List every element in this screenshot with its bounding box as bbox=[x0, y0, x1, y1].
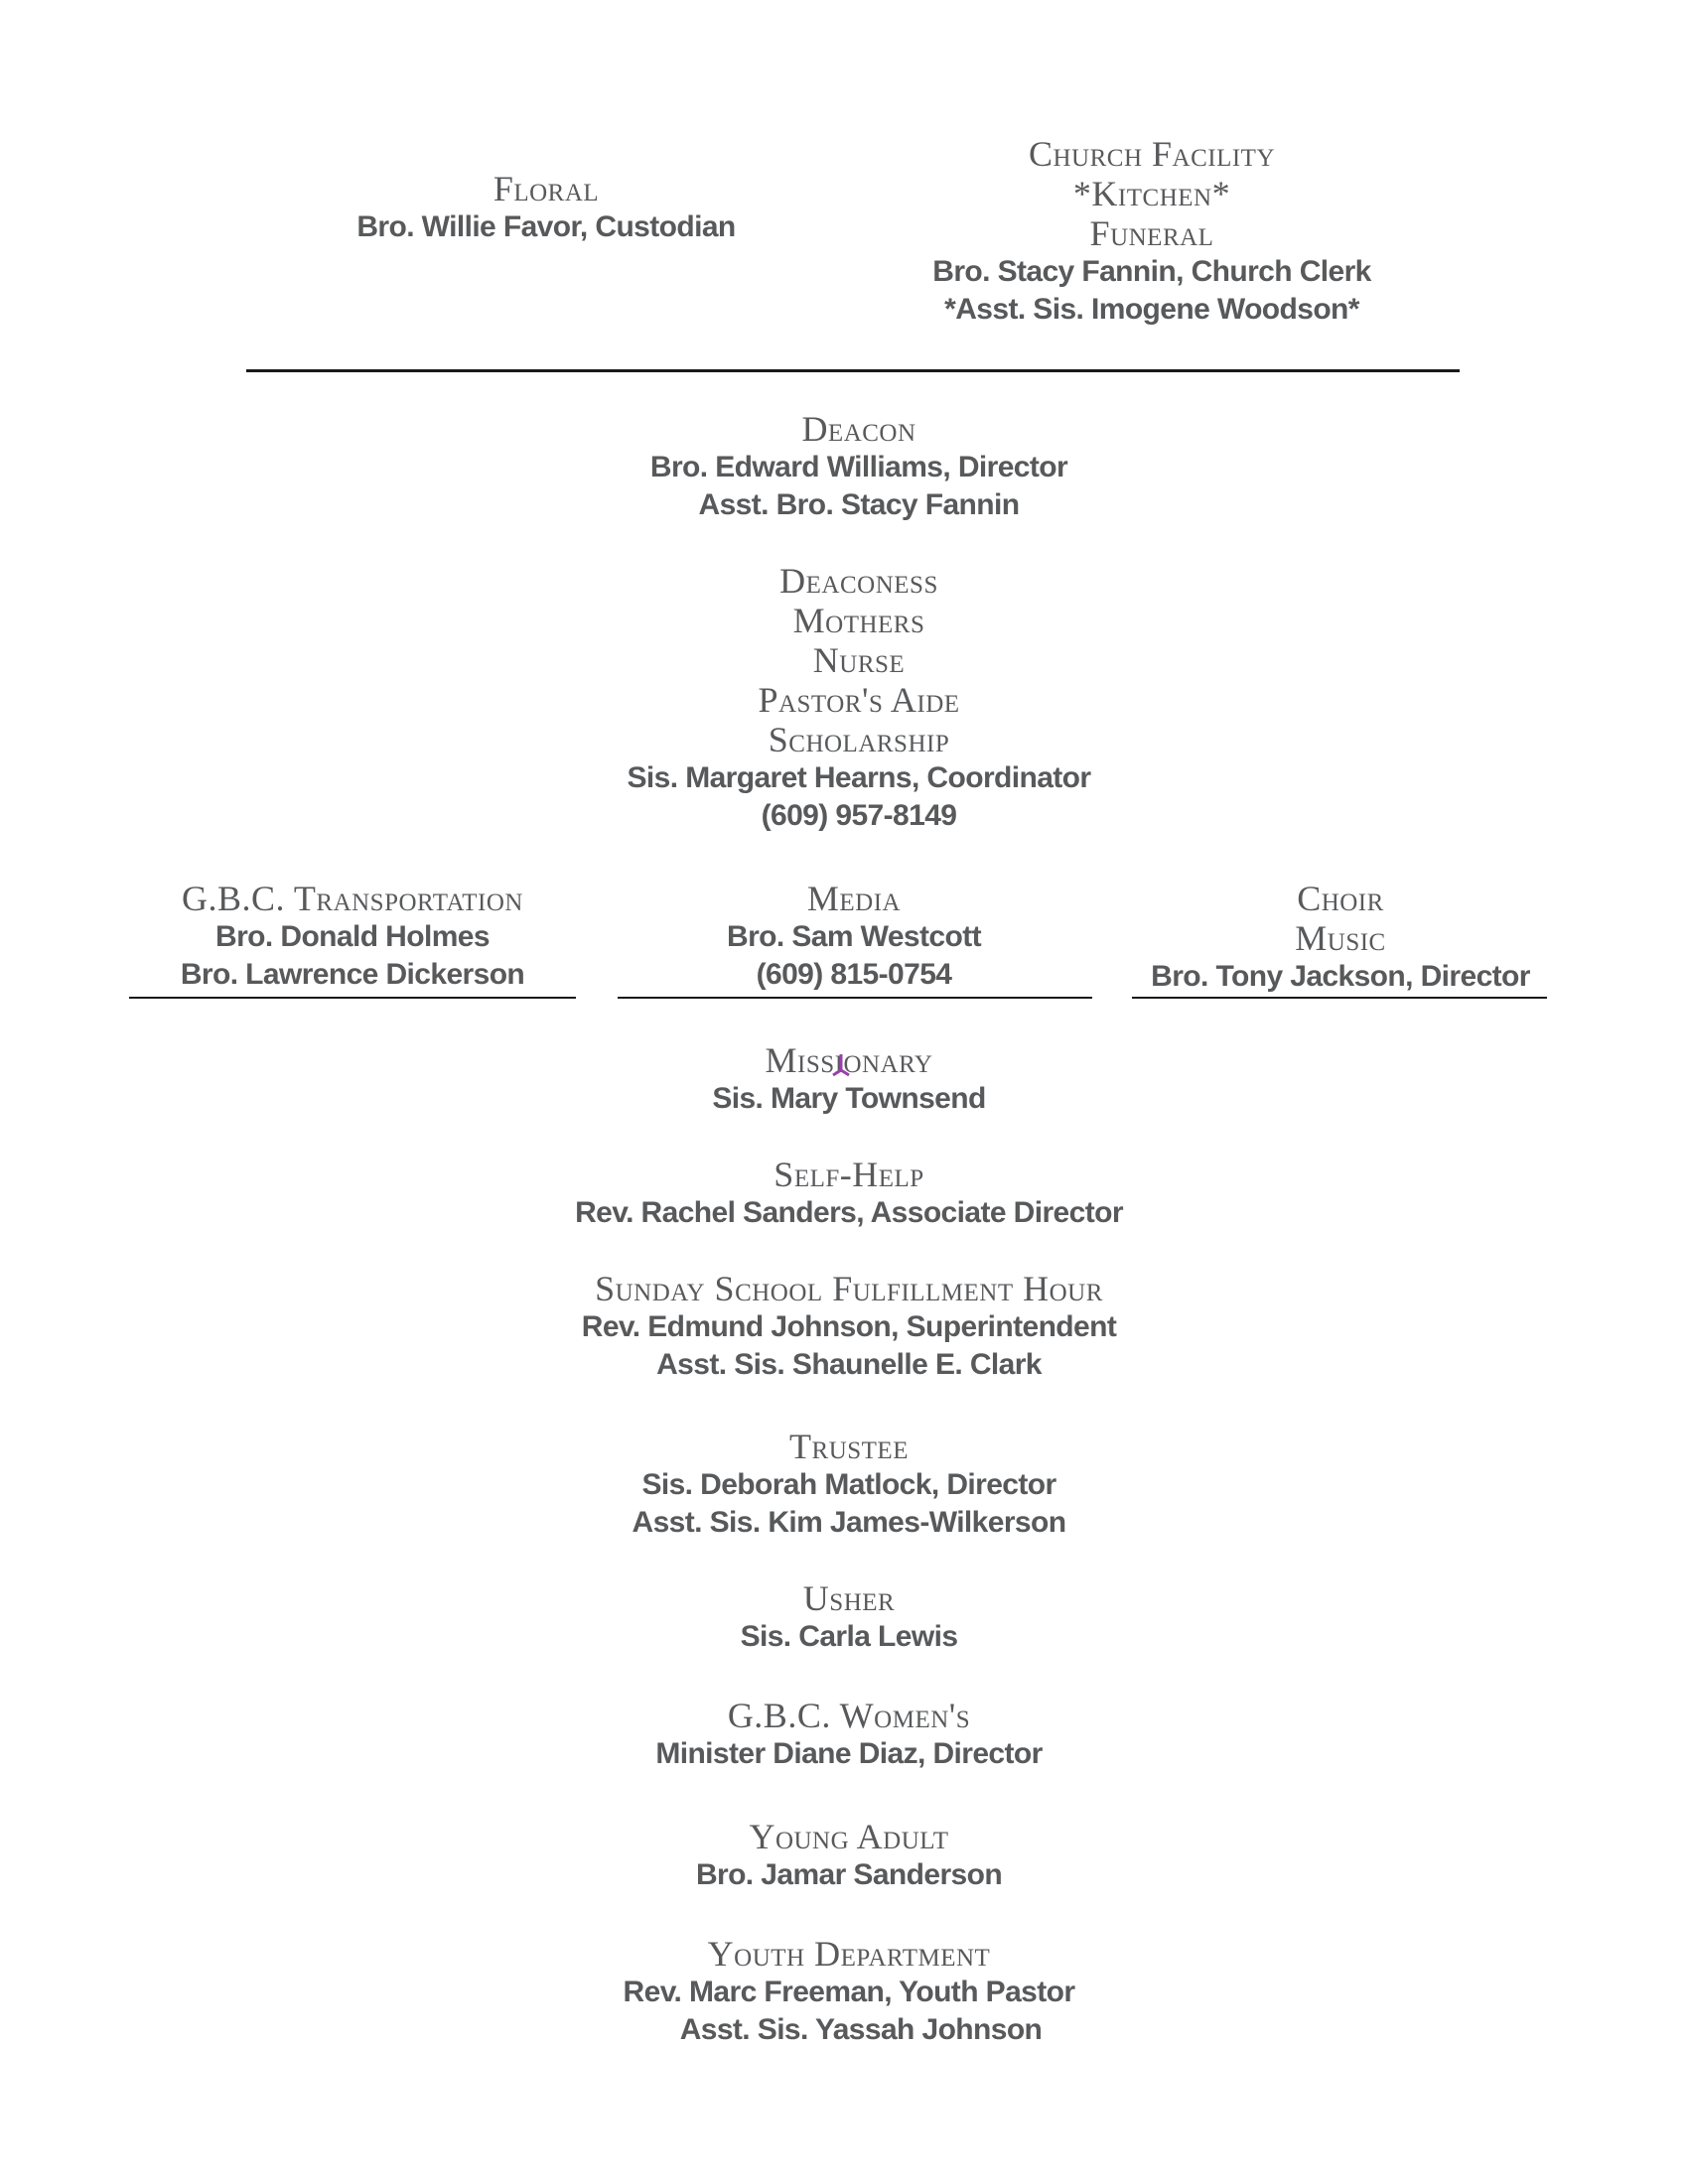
contact-line: Asst. Sis. Kim James-Wilkerson bbox=[632, 1506, 1066, 1539]
media-section bbox=[616, 879, 1092, 994]
section-title: Music bbox=[1295, 918, 1386, 958]
contact-line: Bro. Donald Holmes bbox=[215, 920, 490, 953]
usher-section bbox=[546, 1578, 1152, 1656]
section-title: Floral bbox=[492, 169, 600, 208]
contact-line: Bro. Willie Favor, Custodian bbox=[356, 210, 736, 243]
section-title: Self-Help bbox=[774, 1155, 924, 1194]
self-help-section bbox=[496, 1155, 1201, 1232]
section-title: Missionary bbox=[765, 1040, 933, 1080]
section-title: Media bbox=[806, 879, 902, 918]
contact-line: *Asst. Sis. Imogene Woodson* bbox=[944, 293, 1359, 326]
contact-line: Rev. Marc Freeman, Youth Pastor bbox=[623, 1976, 1075, 2008]
section-title: G.B.C. Transportation bbox=[182, 879, 523, 918]
contact-line: Bro. Edward Williams, Director bbox=[649, 451, 1068, 483]
section-divider bbox=[246, 369, 1460, 372]
contact-line: Bro. Sam Westcott bbox=[727, 920, 981, 953]
deaconess-section bbox=[546, 561, 1172, 835]
section-title: Church Facility bbox=[1028, 134, 1276, 174]
column-underline bbox=[129, 997, 576, 999]
young-adult-section bbox=[546, 1817, 1152, 1894]
section-title: Deaconess bbox=[779, 561, 938, 601]
youth-section bbox=[546, 1934, 1152, 2049]
contact-line: Bro. Jamar Sanderson bbox=[695, 1858, 1003, 1891]
trustee-section bbox=[546, 1427, 1152, 1542]
contact-line: Bro. Stacy Fannin, Church Clerk bbox=[932, 255, 1371, 288]
section-title: *Kitchen* bbox=[1072, 174, 1231, 213]
contact-phone: (609) 815-0754 bbox=[756, 958, 952, 991]
contact-line: Sis. Mary Townsend bbox=[712, 1082, 986, 1115]
contact-line: Bro. Lawrence Dickerson bbox=[180, 958, 525, 991]
section-title: Sunday School Fulfillment Hour bbox=[595, 1269, 1103, 1308]
contact-line: Rev. Edmund Johnson, Superintendent bbox=[581, 1310, 1117, 1343]
contact-line: Asst. Sis. Shaunelle E. Clark bbox=[656, 1348, 1042, 1381]
contact-line: Bro. Tony Jackson, Director bbox=[1151, 960, 1530, 993]
section-title: Scholarship bbox=[768, 720, 950, 759]
section-title: G.B.C. Women's bbox=[727, 1696, 971, 1735]
cursor-marker-icon bbox=[826, 1050, 856, 1080]
contact-line: Sis. Deborah Matlock, Director bbox=[641, 1468, 1056, 1501]
deacon-section bbox=[546, 409, 1172, 524]
choir-section bbox=[1132, 879, 1549, 996]
column-underline bbox=[618, 997, 1092, 999]
section-title: Nurse bbox=[812, 640, 906, 680]
section-title: Funeral bbox=[1089, 213, 1214, 253]
transportation-section bbox=[129, 879, 576, 994]
contact-line: Asst. Bro. Stacy Fannin bbox=[698, 488, 1020, 521]
section-title: Young Adult bbox=[749, 1817, 949, 1856]
contact-line: Sis. Margaret Hearns, Coordinator bbox=[627, 761, 1091, 794]
contact-line: Minister Diane Diaz, Director bbox=[655, 1737, 1043, 1770]
contact-line: Sis. Carla Lewis bbox=[740, 1620, 958, 1653]
contact-line: Rev. Rachel Sanders, Associate Director bbox=[575, 1196, 1123, 1229]
section-title: Deacon bbox=[801, 409, 916, 449]
womens-section bbox=[546, 1696, 1152, 1773]
section-title: Usher bbox=[802, 1578, 896, 1618]
contact-phone: (609) 957-8149 bbox=[761, 799, 957, 832]
sunday-school-section bbox=[496, 1269, 1201, 1384]
section-title: Trustee bbox=[789, 1427, 909, 1466]
section-title: Pastor's Aide bbox=[758, 680, 960, 720]
section-title: Choir bbox=[1297, 879, 1384, 918]
section-title: Youth Department bbox=[707, 1934, 991, 1974]
contact-line: Asst. Sis. Yassah Johnson bbox=[679, 2013, 1043, 2046]
column-underline bbox=[1132, 997, 1547, 999]
floral-section bbox=[298, 169, 794, 246]
church-facility-section bbox=[854, 134, 1450, 329]
section-title: Mothers bbox=[792, 601, 925, 640]
